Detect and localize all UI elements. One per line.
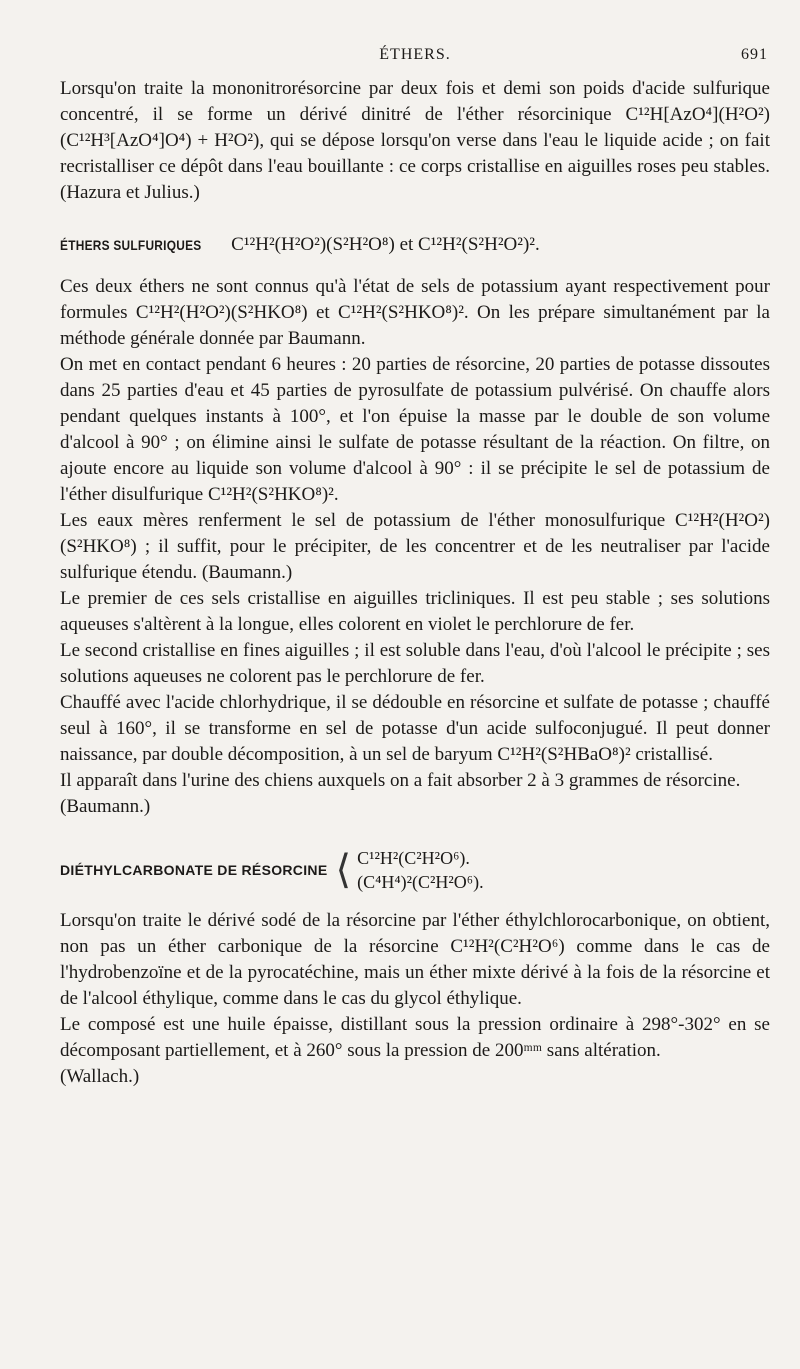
brace-glyph: ⟨ — [335, 847, 352, 893]
section-title: ÉTHERS SULFURIQUES — [60, 237, 202, 253]
running-title: ÉTHERS. — [379, 46, 451, 63]
formula-line: C¹²H²(C²H²O⁶). — [357, 848, 470, 868]
running-header — [60, 36, 770, 68]
formula-line: (C⁴H⁴)²(C²H²O⁶). — [357, 872, 484, 892]
paragraph: Chauffé avec l'acide chlorhydrique, il se dédouble en résorcine et sulfate de potasse ; chauffé seul à 160°, il se transforme en sel de potasse d'un acide sulfoconjugué. Il peut donner naissance, par double décomposition, à un sel de baryum C¹²H²(S²HBaO⁸)² cristallisé. — [60, 692, 770, 765]
paragraph: Ces deux éthers ne sont connus qu'à l'état de sels de potassium ayant respectivement pour formules C¹²H²(H²O²)(S²HKO⁸) et C¹²H²(S²HKO⁸)². On les prépare simultanément par la méthode générale donnée par Baumann. — [60, 276, 770, 349]
section-formula: C¹²H²(H²O²)(S²H²O⁸) et C¹²H²(S²H²O²)². — [231, 234, 540, 255]
paragraph: Le premier de ces sels cristallise en aiguilles tricliniques. Il est peu stable ; ses solutions aqueuses s'altèrent à la longue, elles colorent en violet le perchlorure de fer. — [60, 588, 770, 635]
section-title: DIÉTHYLCARBONATE DE RÉSORCINE — [60, 862, 328, 878]
paragraph: Les eaux mères renferment le sel de potassium de l'éther monosulfurique C¹²H²(H²O²)(S²HKO⁸) ; il suffit, pour le précipiter, de les concentrer et de les neutraliser par l'acide sulfurique étendu. (Baumann.) — [60, 510, 770, 583]
document-page — [60, 36, 770, 1090]
paragraph-intro: Lorsqu'on traite la mononitrorésorcine par deux fois et demi son poids d'acide sulfurique concentré, il se forme un dérivé dinitré de l'éther résorcinique C¹²H[AzO⁴](H²O²)(C¹²H³[AzO⁴]O⁴) + H²O²), qui se dépose lorsqu'on verse dans l'eau le liquide acide ; on fait recristalliser ce dépôt dans l'eau bouillante : ce corps cristallise en aiguilles roses peu stables. (Hazura et Julius.) — [60, 78, 770, 203]
section-heading-diethylcarbonate — [60, 846, 770, 894]
paragraph: Lorsqu'on traite le dérivé sodé de la résorcine par l'éther éthylchlorocarbonique, on obtient, non pas un éther carbonique de la résorcine C¹²H²(C²H²O⁶) comme dans le cas de l'hydrobenzoïne et de la pyrocatéchine, mais un éther mixte dérivé à la fois de la résorcine et de l'alcool éthylique, comme dans le cas du glycol éthylique. — [60, 910, 770, 1009]
section-heading-ethers-sulfuriques — [60, 232, 770, 258]
paragraph: Le composé est une huile épaisse, distillant sous la pression ordinaire à 298°-302° en se décomposant partiellement, et à 260° sous la pression de 200ᵐᵐ sans altération. — [60, 1014, 770, 1061]
paragraph: Il apparaît dans l'urine des chiens auxquels on a fait absorber 2 à 3 grammes de résorcine. — [60, 770, 741, 791]
citation: (Wallach.) — [60, 1066, 140, 1087]
paragraph: On met en contact pendant 6 heures : 20 parties de résorcine, 20 parties de potasse dissoutes dans 25 parties d'eau et 45 parties de pyrosulfate de potassium pulvérisé. On chauffe alors pendant quelques instants à 100°, et l'on épuise la masse par le double de son volume d'alcool à 90° ; on élimine ainsi le sulfate de potasse résultant de la réaction. On filtre, on ajoute encore au liquide son volume d'alcool à 90° : il se précipite le sel de potassium de l'éther disulfurique C¹²H²(S²HKO⁸)². — [60, 354, 770, 505]
paragraph: Le second cristallise en fines aiguilles ; il est soluble dans l'eau, d'où l'alcool le précipite ; ses solutions aqueuses ne colorent pas le perchlorure de fer. — [60, 640, 770, 687]
page-number: 691 — [741, 46, 768, 63]
citation: (Baumann.) — [60, 796, 151, 817]
formula-stack — [357, 846, 484, 894]
